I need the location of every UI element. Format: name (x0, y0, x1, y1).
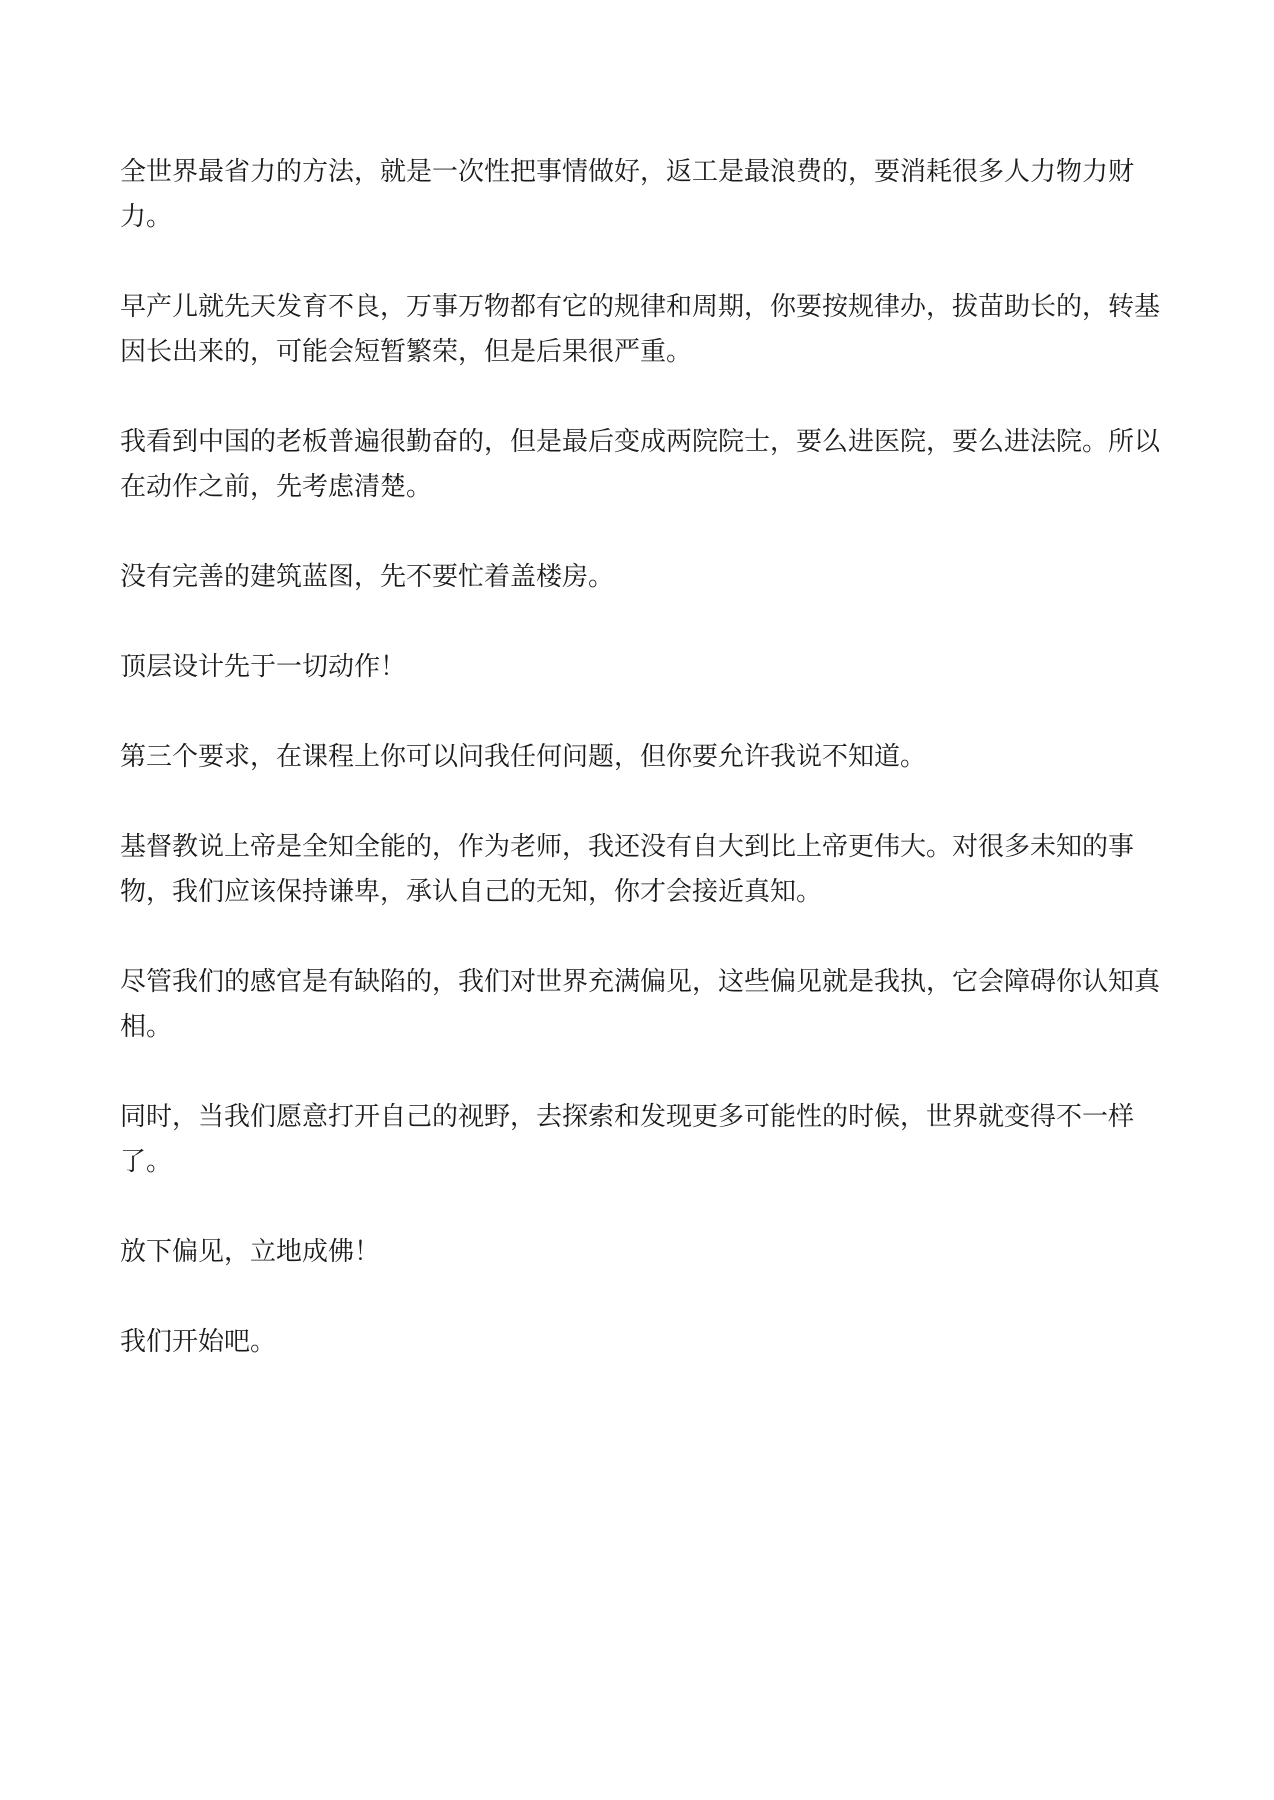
paragraph: 我们开始吧。 (120, 1327, 277, 1357)
paragraph: 第三个要求，在课程上你可以问我任何问题，但你要允许我说不知道。 (120, 742, 927, 772)
paragraph: 我看到中国的老板普遍很勤奋的，但是最后变成两院院士，要么进医院，要么进法院。所以在动作之前，先考虑清楚。 (120, 427, 1161, 502)
paragraph: 放下偏见，立地成佛！ (120, 1237, 381, 1267)
paragraph: 尽管我们的感官是有缺陷的，我们对世界充满偏见，这些偏见就是我执，它会障碍你认知真相。 (120, 967, 1161, 1042)
paragraph: 全世界最省力的方法，就是一次性把事情做好，返工是最浪费的，要消耗很多人力物力财力。 (120, 157, 1135, 232)
paragraph: 早产儿就先天发育不良，万事万物都有它的规律和周期，你要按规律办，拔苗助长的，转基因长出来的，可能会短暂繁荣，但是后果很严重。 (120, 292, 1161, 367)
paragraph: 同时，当我们愿意打开自己的视野，去探索和发现更多可能性的时候，世界就变得不一样了。 (120, 1102, 1135, 1177)
document-body (120, 150, 1170, 1410)
paragraph: 顶层设计先于一切动作！ (120, 652, 407, 682)
paragraph: 没有完善的建筑蓝图，先不要忙着盖楼房。 (120, 562, 615, 592)
paragraph: 基督教说上帝是全知全能的，作为老师，我还没有自大到比上帝更伟大。对很多未知的事物，我们应该保持谦卑，承认自己的无知，你才会接近真知。 (120, 832, 1135, 907)
